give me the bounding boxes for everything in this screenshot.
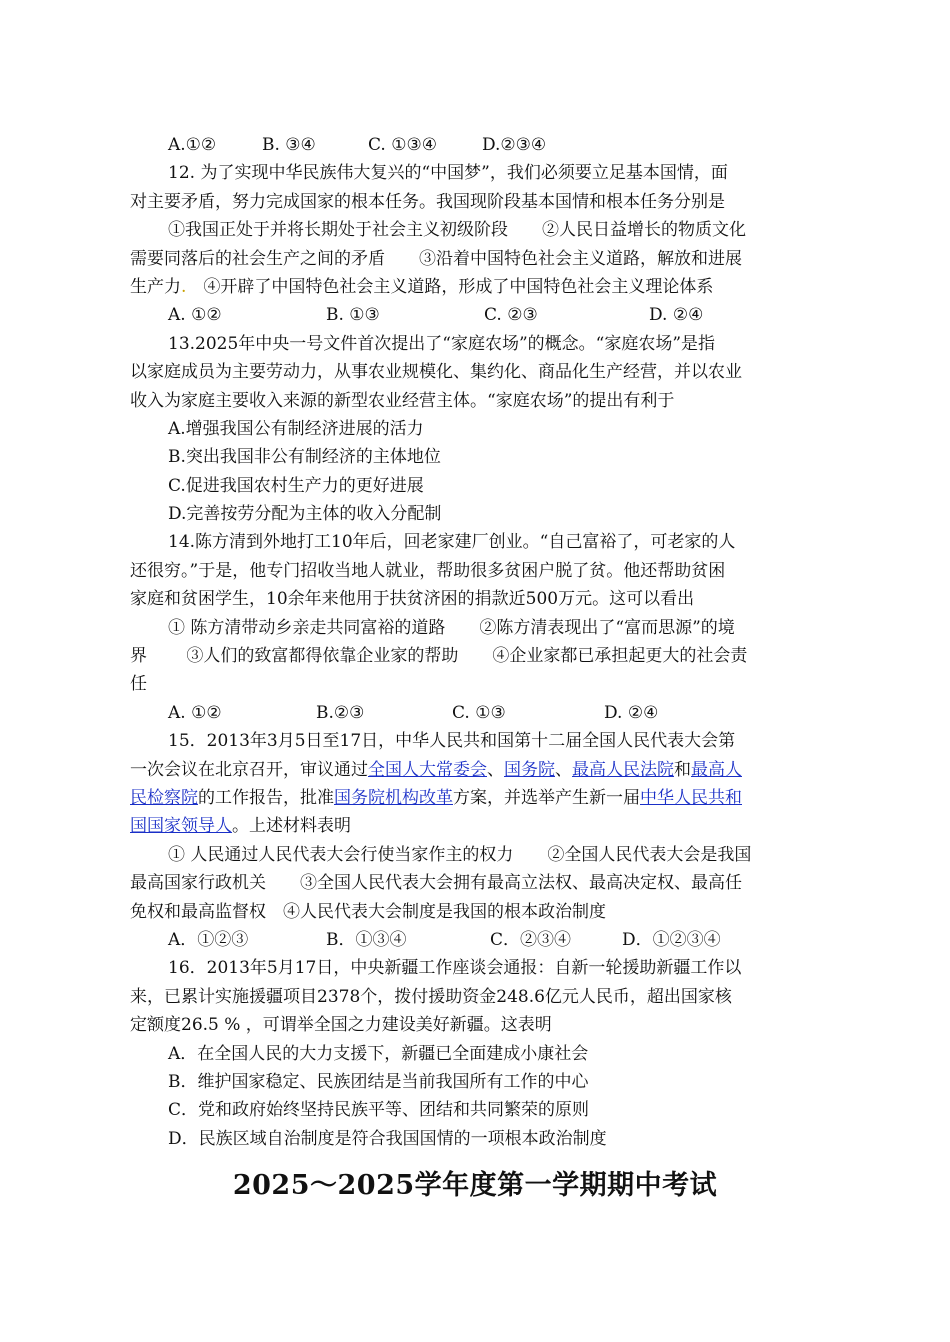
q15-stem-line [130, 756, 822, 784]
q11-options [130, 131, 822, 159]
q12-statement-line [130, 273, 822, 301]
q16-stem-line: 来，已累计实施援疆项目2378个，拨付援助资金248.6亿元人民币，超出国家核 [130, 986, 732, 1007]
q11-option-a: A.①② [168, 135, 217, 155]
q15-text: 和 [674, 759, 691, 780]
q13-option-a: A.增强我国公有制经济进展的活力 [168, 418, 424, 439]
q16-option-b: B．维护国家稳定、民族团结是当前我国所有工作的中心 [168, 1071, 589, 1092]
q13-option-d: D.完善按劳分配为主体的收入分配制 [168, 504, 442, 525]
q16-stem-line: 定额度26.5 % ，可谓举全国之力建设美好新疆。这表明 [130, 1015, 552, 1036]
q15-option-a: A．①②③ [168, 929, 249, 950]
q13-stem-line: 以家庭成员为主要劳动力，从事农业规模化、集约化、商品化生产经营，并以农业 [130, 362, 742, 383]
q12-option-c: C. ②③ [484, 305, 538, 326]
stray-dot: . [181, 276, 187, 297]
q12-stem-line: 对主要矛盾，努力完成国家的根本任务。我国现阶段基本国情和根本任务分别是 [130, 191, 725, 212]
q15-text: 方案，并选举产生新一届 [453, 787, 640, 808]
q11-option-c: C. ①③④ [368, 135, 437, 155]
q11-option-d: D.②③④ [482, 135, 547, 155]
q16-option-a: A．在全国人民的大力支援下，新疆已全面建成小康社会 [168, 1043, 589, 1064]
link-state-council-reform[interactable]: 国务院机构改革 [334, 787, 453, 808]
q12-option-d: D. ②④ [649, 305, 704, 326]
link-supreme-court[interactable]: 最高人民法院 [572, 759, 674, 780]
q14-stem-line: 还很穷。”于是，他专门招收当地人就业，帮助很多贫困户脱了贫。他还帮助贫困 [130, 560, 726, 581]
q12-option-a: A. ①② [168, 305, 222, 326]
q15-option-d: D．①②③④ [622, 929, 721, 950]
q12-stem-line: 12. 为了实现中华民族伟大复兴的“中国梦”，我们必须要立足基本国情，面 [168, 163, 728, 184]
q12-statement-line: 需要同落后的社会生产之间的矛盾 ③沿着中国特色社会主义道路，解放和进展 [130, 248, 742, 269]
q15-stem-line [130, 784, 822, 812]
q15-statement-line: 最高国家行政机关 ③全国人民代表大会拥有最高立法权、最高决定权、最高任 [130, 873, 742, 894]
q15-options [130, 926, 822, 954]
q12-option-b: B. ①③ [326, 305, 380, 326]
q13-option-b: B.突出我国非公有制经济的主体地位 [168, 447, 441, 468]
link-state-leaders[interactable]: 国国家领导人 [130, 816, 232, 837]
q14-statement-line: 任 [130, 674, 147, 695]
q16-option-c: C．党和政府始终坚持民族平等、团结和共同繁荣的原则 [168, 1100, 590, 1121]
q15-stem-line [130, 812, 822, 840]
q15-stem-line: 15．2013年3月5日至17日，中华人民共和国第十二届全国人民代表大会第 [168, 731, 736, 752]
q12-statement-fragment: ④开辟了中国特色社会主义道路，形成了中国特色社会主义理论体系 [186, 276, 714, 297]
q15-statement-line: ① 人民通过人民代表大会行使当家作主的权力 ②全国人民代表大会是我国 [168, 844, 752, 865]
q14-option-d: D. ②④ [604, 702, 659, 723]
q15-text: 、 [555, 759, 572, 780]
exam-title: 2025～2025学年度第一学期期中考试 [232, 1170, 718, 1201]
q12-statement-fragment: 生产力 [130, 276, 181, 297]
q14-stem-line: 家庭和贫困学生，10余年来他用于扶贫济困的捐款近500万元。这可以看出 [130, 589, 695, 610]
q14-option-a: A. ①② [168, 702, 222, 723]
q14-statement-line: 界 ③人们的致富都得依靠企业家的帮助 ④企业家都已承担起更大的社会责 [130, 646, 748, 667]
q15-option-c: C．②③④ [490, 929, 572, 950]
q16-option-d: D．民族区域自治制度是符合我国国情的一项根本政治制度 [168, 1128, 607, 1149]
link-npc-standing-committee[interactable]: 全国人大常委会 [368, 759, 487, 780]
q15-text: 。上述材料表明 [232, 816, 351, 837]
q14-options [130, 699, 822, 727]
q16-stem-line: 16．2013年5月17日，中央新疆工作座谈会通报：自新一轮援助新疆工作以 [168, 958, 742, 979]
q15-text: 一次会议在北京召开，审议通过 [130, 759, 368, 780]
q14-stem-line: 14.陈方清到外地打工10年后，回老家建厂创业。“自己富裕了，可老家的人 [168, 532, 736, 553]
link-state-council[interactable]: 国务院 [504, 759, 555, 780]
q14-option-b: B.②③ [316, 702, 365, 723]
link-supreme-procuratorate[interactable]: 最高人 [691, 759, 742, 780]
link-supreme-procuratorate[interactable]: 民检察院 [130, 787, 198, 808]
q15-text: 的工作报告，批准 [198, 787, 334, 808]
exam-page [130, 131, 822, 1153]
q14-statement-line: ① 陈方清带动乡亲走共同富裕的道路 ②陈方清表现出了“富而思源”的境 [168, 617, 735, 638]
q13-stem-line: 13.2025年中央一号文件首次提出了“家庭农场”的概念。“家庭农场”是指 [168, 333, 716, 354]
q15-statement-line: 免权和最高监督权 ④人民代表大会制度是我国的根本政治制度 [130, 901, 606, 922]
q15-option-b: B．①③④ [326, 929, 407, 950]
q13-stem-line: 收入为家庭主要收入来源的新型农业经营主体。“家庭农场”的提出有利于 [130, 390, 675, 411]
q12-options [130, 301, 822, 329]
q12-statement-line: ①我国正处于并将长期处于社会主义初级阶段 ②人民日益增长的物质文化 [168, 220, 746, 241]
link-state-leaders[interactable]: 中华人民共和 [640, 787, 742, 808]
q14-option-c: C. ①③ [452, 702, 506, 723]
q11-option-b: B. ③④ [262, 135, 316, 155]
q15-text: 、 [487, 759, 504, 780]
q13-option-c: C.促进我国农村生产力的更好进展 [168, 475, 424, 496]
